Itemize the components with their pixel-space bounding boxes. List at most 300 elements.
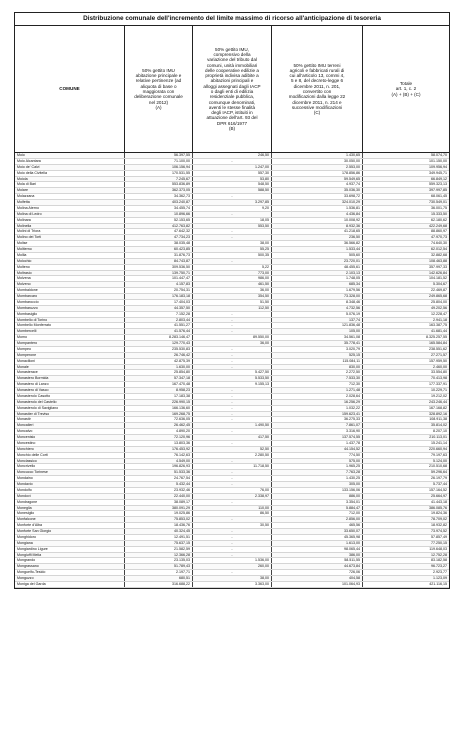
cell-b: 76,00 [193,488,272,493]
header-line: (A) + (B) + (C) [391,91,421,97]
cell-comune: Mombercelli [15,329,125,334]
cell-total: 49.202,56 [431,305,447,310]
cell-comune: Monfalcone [15,517,125,522]
cell-a: 42.875,39 [125,359,193,364]
cell-c: 36.275,33 [272,417,363,422]
cell-a: 196.826,93 [125,464,193,469]
cell-a: 52.153,65 [125,218,193,223]
cell-b: - [193,312,272,317]
cell-total: 12.752,28 [431,552,447,557]
cell-b: - [193,476,272,481]
cell-comune: Moncenisio [15,435,125,440]
cell-c: 2.028,64 [272,394,363,399]
cell-c: 133.156,06 [272,488,363,493]
cell-b: - [193,400,272,405]
cell-a: 316.688,22 [125,582,193,587]
cell-total: 47.970,73 [431,235,447,240]
cell-a: 75.637,15 [125,541,193,546]
cell-b: 9.155,13 [193,382,272,387]
cell-comune: Monghidoro [15,535,125,540]
cell-total: 25.664,97 [431,493,447,498]
cell-c: 712,30 [272,382,363,387]
table-row [15,582,449,588]
cell-total: 119.648,03 [429,546,447,551]
cell-a: 13.803,36 [125,441,193,446]
cell-total: 19.824,36 [431,511,447,516]
cell-comune: Mola di Bari [15,182,125,187]
cell-total: 5.304,67 [433,282,447,287]
cell-comune: Monasterace [15,370,125,375]
cell-a: 8.958,23 [125,388,193,393]
cell-total: 83.182,58 [431,558,447,563]
cell-a: 60.423,85 [125,247,193,252]
cell-comune: Monastero di Lanzo [15,382,125,387]
cell-a: 26.746,42 [125,353,193,358]
cell-c: 236,50 [272,235,363,240]
cell-c: 3.020,79 [272,347,363,352]
cell-total: 2.460,00 [433,364,447,369]
cell-b: 89.550,00 [193,335,272,340]
cell-comune: Mongrando [15,558,125,563]
cell-c: 1.965,25 [272,464,363,469]
cell-c: 159.623,41 [272,412,363,417]
cell-c: 59.549,65 [272,177,363,182]
cell-total: 36.001,75 [431,205,447,210]
cell-comune: Molveno [15,282,125,287]
cell-b: 36,00 [193,341,272,346]
cell-comune: Monchiero [15,447,125,452]
cell-a: 12.366,28 [125,553,193,558]
cell-total: 41.443,18 [431,499,447,504]
cell-b: 2.338,97 [193,494,272,499]
cell-comune: Moncalieri [15,423,125,428]
header-line: COMUNE [59,86,80,92]
cell-comune: Mongiana [15,541,125,546]
header-line: 5 e 8, del decreto-legge 6 [290,78,344,84]
cell-c: 2.272,50 [272,370,363,375]
header-line: convertito con [302,89,332,94]
cell-comune: Monale [15,365,125,370]
cell-a: 101.447,47 [125,276,193,281]
cell-b: 417,50 [193,435,272,440]
cell-c: 58.511,55 [272,558,363,563]
cell-a: 4.890,20 [125,429,193,434]
cell-comune: Monastier di Treviso [15,412,125,417]
header-line: successive modificazioni [291,104,343,110]
cell-b: 9,20 [193,206,272,211]
header-line: deliberazione comunale [134,94,183,100]
cell-b: 3.297,85 [193,200,272,205]
cell-c: 34.561,08 [272,335,363,340]
cell-total: 88.860,97 [431,229,447,234]
cell-a: 38.035,48 [125,241,193,246]
header-line: 50% gettito IMU, [215,46,249,52]
cell-total: 25.804,00 [431,299,447,304]
header-line: residenziale pubblica, [209,94,255,100]
cell-comune: Mongiuffi Melia [15,553,125,558]
cell-total: 243.246,44 [429,399,447,404]
cell-b: - [193,365,272,370]
cell-a: 57.347,18 [125,376,193,381]
cell-c: 36.566,82 [272,241,363,246]
cell-a: 129.770,43 [125,341,193,346]
cell-total: 210.113,01 [429,435,447,439]
cell-total: 74.640,30 [431,241,447,246]
cell-comune: Mombaruzzo [15,306,125,311]
cell-c: 101.064,93 [272,582,363,587]
header-line: abitazione principale e [135,73,182,79]
table-sheet [14,12,450,589]
cell-a: 226.990,15 [125,400,193,405]
cell-comune: Molino dei Torti [15,235,125,240]
cell-comune: Monastero Bormida [15,376,125,381]
cell-total: 79.197,63 [431,452,447,457]
cell-comune: Molfetta [15,200,125,205]
cell-a: 235.530,83 [125,347,193,352]
cell-c: 712,00 [272,511,363,516]
cell-c: 8.932,36 [272,224,363,229]
cell-comune: Moiola [15,177,125,182]
header-line: relative pertinenze (ad [135,78,182,84]
header-line: DPR 616/1977 [216,120,248,126]
cell-b: 86,50 [193,511,272,516]
cell-a: 362.373,05 [125,188,193,193]
cell-b: 55,25 [193,247,272,252]
cell-total: 349.945,71 [429,170,447,175]
cell-a: 41.576,44 [125,329,193,334]
cell-total: 12.228,47 [431,311,447,316]
cell-c: 5.884,47 [272,506,363,511]
cell-b: - [193,406,272,411]
cell-c: 98.065,44 [272,547,363,552]
cell-a: 38.089,17 [125,500,193,505]
cell-comune: Mombasiglio [15,312,125,317]
header-line: comprensivo della [213,51,251,57]
cell-total: 15.333,50 [431,211,447,216]
cell-c: 16.256,29 [272,400,363,405]
cell-c: 525,15 [272,353,363,358]
cell-b: 553,50 [193,224,272,229]
cell-total: 104.181,52 [429,276,447,281]
header-line: degli IACP, istituiti in [211,110,253,116]
cell-total: 57.857,49 [431,534,447,539]
cell-b: - [193,229,272,234]
cell-a: 1.630,00 [125,365,193,370]
cell-total: 73.974,52 [431,529,447,533]
cell-total: 157.164,52 [429,487,447,492]
cell-total: 397.997,85 [429,188,447,193]
header-line: (A) [155,104,162,110]
header-col-b [193,26,272,152]
cell-b: 1.490,50 [193,423,272,428]
cell-total: 10.229,71 [431,388,447,392]
cell-total: 8.207,10 [433,429,447,434]
cell-b: - [193,318,272,323]
cell-comune: Monclassico [15,459,125,464]
cell-comune: Monguelfo-Tesido [15,570,125,575]
cell-a: 72.120,96 [125,435,193,440]
cell-a: 84.743,87 [125,259,193,264]
cell-comune: Molteno [15,265,125,270]
cell-b: - [193,441,272,446]
cell-b: - [193,529,272,534]
cell-comune: Mombarcaro [15,294,125,299]
cell-c: 774,50 [272,453,363,458]
cell-total: 96.723,27 [431,564,447,569]
cell-b: - [193,429,272,434]
cell-c: 305,00 [272,482,363,487]
header-line: aliquota di base o [140,83,177,89]
cell-total: 142.626,84 [429,270,447,275]
cell-total: 66.849,12 [431,176,447,181]
cell-comune: Monforte d'Alba [15,523,125,528]
cell-comune: Monacilioni [15,359,125,364]
table-header [15,26,449,153]
cell-a: 7.152,28 [125,312,193,317]
cell-b: 986,00 [193,276,272,281]
cell-a: 167.470,48 [125,382,193,387]
cell-a: 309.536,50 [125,265,193,270]
cell-total: 357.997,33 [429,264,447,269]
cell-total: 177.337,91 [429,382,447,387]
cell-comune: Mondolfo [15,488,125,493]
cell-total: 77.250,15 [431,540,447,545]
cell-comune: Monastero di Vasco [15,388,125,393]
cell-c: 8.348,46 [272,300,363,305]
cell-total: 22.469,87 [431,288,447,293]
cell-total: 18.932,82 [431,523,447,528]
cell-comune: Moncestino [15,441,125,446]
header-line: cui all'articolo 13, commi 4, [289,73,345,79]
cell-b: - [193,482,272,487]
header-line: alloggi assegnati dagli IACP [203,83,261,89]
cell-c: 1.271,48 [272,388,363,393]
cell-total: 35.814,02 [431,423,447,428]
cell-c: 505,60 [272,253,363,258]
cell-b: 110,00 [193,506,272,511]
cell-total: 422.249,68 [429,223,447,228]
cell-a: 17.404,03 [125,300,193,305]
cell-a: 17.183,38 [125,394,193,399]
cell-b: - [193,541,272,546]
cell-b: 36,00 [193,288,272,293]
cell-c: 44.154,52 [272,447,363,452]
cell-total: 2.941,18 [433,317,447,322]
cell-b: - [193,417,272,422]
cell-a: 2.803,44 [125,318,193,323]
cell-b: 30,50 [193,523,272,528]
cell-c: 324.010,29 [272,200,363,205]
cell-total: 386.085,76 [429,505,447,510]
cell-b: - [193,553,272,558]
header-line: (C) [313,110,321,116]
cell-b: - [193,323,272,328]
cell-c: 4.436,84 [272,212,363,217]
cell-comune: Molinella [15,224,125,229]
cell-c: 2.103,13 [272,271,363,276]
cell-b: 246,50 [193,153,272,158]
header-line: nel 2012) [148,99,169,105]
cell-total: 157.959,50 [429,358,447,363]
header-comune [15,26,125,152]
header-line: Totale [399,81,413,87]
cell-total: 109.956,94 [429,164,447,169]
cell-a: 166.136,60 [125,406,193,411]
cell-a: 34.362,73 [125,194,193,199]
cell-comune: Moliterno [15,247,125,252]
cell-c: 35.036,30 [272,188,363,193]
header-line: (B) [228,126,236,132]
cell-comune: Molise [15,241,125,246]
header-line: modificazioni dalla legge 22 [288,94,346,100]
cell-a: 47.734,23 [125,235,193,240]
cell-a: 23.135,03 [125,558,193,563]
cell-a: 34.455,74 [125,206,193,211]
cell-b: - [193,359,272,364]
header-line: comunque denominati, [208,99,256,105]
cell-total: 70.413,98 [431,376,447,381]
cell-b: - [193,547,272,552]
header-line: dicembre 2011, n. 201, [293,83,341,89]
cell-c: 44.673,84 [272,564,363,569]
cell-comune: Mombaldone [15,288,125,293]
cell-c: 121.836,48 [272,323,363,328]
cell-c: 1.437,78 [272,441,363,446]
header-line: aventi le stesse finalità [208,104,256,110]
cell-c: 1.748,05 [272,276,363,281]
cell-b: 260,00 [193,564,272,569]
cell-b: 5,22 [193,265,272,270]
cell-c: 30.050,00 [272,159,363,164]
cell-comune: Momperone [15,353,125,358]
cell-comune: Monasterolo del Castello [15,400,125,405]
cell-total: 15.241,14 [431,440,447,445]
cell-c: 830,00 [272,365,363,370]
cell-comune: Monchio delle Corti [15,453,125,458]
cell-c: 105,00 [272,329,363,334]
cell-comune: Mondovì [15,494,125,499]
cell-a: 21.582,59 [125,547,193,552]
cell-comune: Molazzana [15,194,125,199]
header-col-a [125,26,193,152]
cell-a: 76.142,63 [125,453,193,458]
cell-total: 101.150,00 [429,158,447,163]
header-total [363,26,449,152]
cell-c: 404,58 [272,576,363,581]
cell-a: 380.091,29 [125,506,193,511]
cell-a: 412.763,82 [125,224,193,229]
cell-total: 559.323,13 [429,182,447,187]
cell-b: 52,50 [193,447,272,452]
cell-total: 238.551,62 [429,346,447,351]
cell-c: 73.328,00 [272,294,363,299]
cell-comune: Moniga del Garda [15,582,125,587]
cell-c: 7.763,28 [272,470,363,475]
cell-a: 7.245,67 [125,177,193,182]
cell-b: - [193,517,272,522]
cell-comune: Moncalvo [15,429,125,434]
cell-a: 20.754,31 [125,288,193,293]
cell-comune: Monforte San Giorgio [15,529,125,534]
cell-a: 170.531,55 [125,171,193,176]
cell-b: 588,50 [193,188,272,193]
cell-a: 31.876,73 [125,253,193,258]
cell-comune: Mombaroccio [15,300,125,305]
cell-comune: Moio della Civitella [15,171,125,176]
cell-c: 23.720,01 [272,259,363,264]
cell-a: 44.357,50 [125,306,193,311]
cell-c: 7.861,07 [272,423,363,428]
cell-a: 40.324,45 [125,529,193,534]
cell-a: 72.636,05 [125,417,193,422]
cell-c: 1.430,65 [272,153,363,158]
cell-b: - [193,535,272,540]
header-line: attuazione dell'art. 93 del [206,115,258,121]
cell-c: 5.076,19 [272,312,363,317]
cell-a: 26.462,45 [125,423,193,428]
cell-a: 403.240,87 [125,200,193,205]
cell-c: 137,74 [272,318,363,323]
table-title: Distribuzione comunale dell'incremento del limite massimo di ricorso all'anticipazione di tesoreria [15,13,449,26]
cell-c: 1.032,22 [272,406,363,411]
cell-c: 1.613,00 [272,541,363,546]
cell-b: - [193,353,272,358]
cell-c: 137.574,55 [272,435,363,440]
cell-b: 1.536,00 [193,558,272,563]
cell-c: 48.455,61 [272,265,363,270]
cell-comune: Monastir [15,417,125,422]
cell-total: 78.709,02 [431,517,447,522]
cell-comune: Monasterolo Casotto [15,394,125,399]
cell-a: 176.183,18 [125,294,193,299]
cell-b: 1.247,00 [193,165,272,170]
cell-a: 71.100,00 [125,159,193,164]
cell-a: 51.789,43 [125,564,193,569]
cell-c: 1.679,56 [272,288,363,293]
cell-comune: Moneglia [15,506,125,511]
cell-comune: Mongrassano [15,564,125,569]
cell-total: 165.584,84 [429,341,447,345]
cell-a: 680,51 [125,576,193,581]
cell-comune: Molochio [15,259,125,264]
cell-c: 33.698,72 [272,194,363,199]
cell-b: 112,50 [193,306,272,311]
cell-b: 461,50 [193,282,272,287]
cell-comune: Moio [15,153,125,158]
cell-c: 35.778,41 [272,341,363,346]
cell-a: 553.836,89 [125,182,193,187]
table-body [15,153,449,588]
cell-total: 210.510,68 [429,464,447,469]
header-line: abitazioni principali e [210,78,254,84]
cell-a: 24.767,54 [125,476,193,481]
cell-b: 11.718,50 [193,464,272,469]
cell-c: 3.316,90 [272,429,363,434]
cell-c: 4.937,74 [272,182,363,187]
cell-comune: Moltrasio [15,271,125,276]
cell-c: 45.365,98 [272,535,363,540]
cell-comune: Moio Alcantara [15,159,125,164]
cell-comune: Molvena [15,276,125,281]
header-line: 50% gettito IMU terreni [293,62,341,68]
cell-b: - [193,159,272,164]
cell-b: - [193,459,272,464]
cell-c: 2.553,00 [272,165,363,170]
cell-total: 5.124,00 [433,458,447,463]
cell-comune: Molina di Ledro [15,212,125,217]
cell-b: - [193,259,272,264]
cell-total: 32.882,68 [431,252,447,257]
